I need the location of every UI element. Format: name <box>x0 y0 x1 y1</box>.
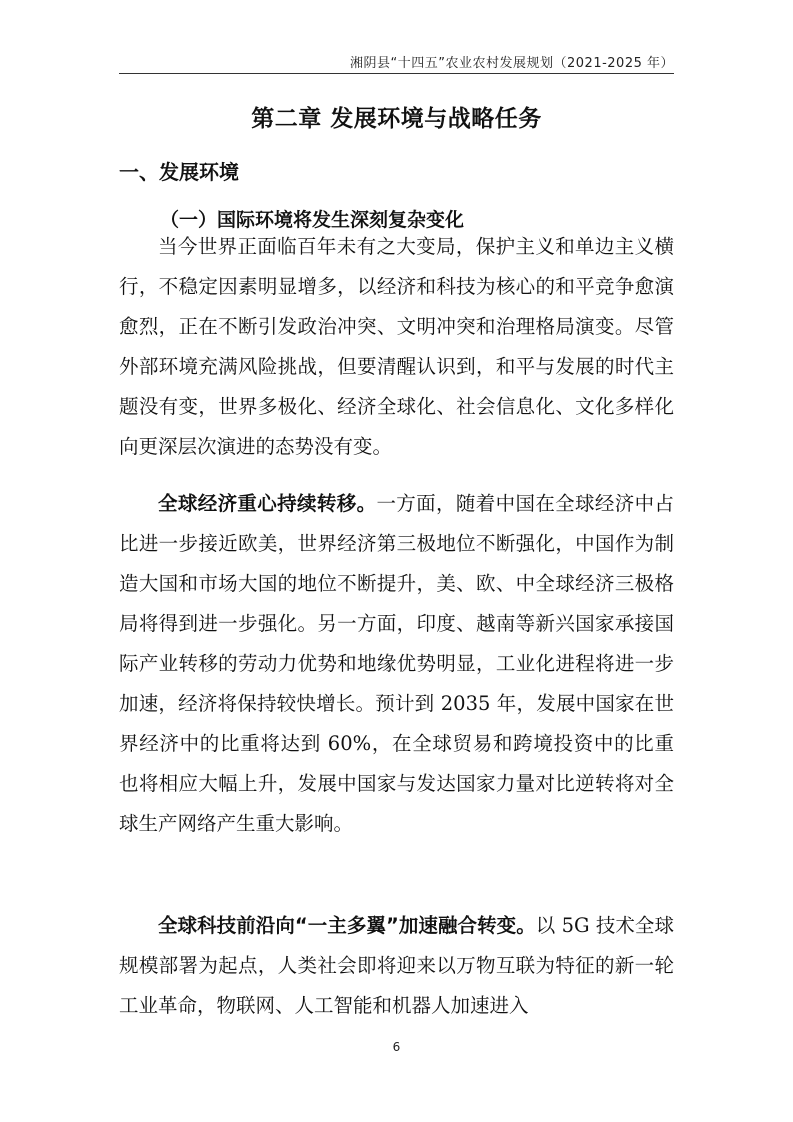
page-number: 6 <box>392 1040 401 1054</box>
subsection-title: （一）国际环境将发生深刻复杂变化 <box>160 209 465 231</box>
paragraph-economic-shift <box>119 484 674 844</box>
paragraph-text: 以 5G 技术全球规模部署为起点，人类社会即将迎来以万物互联为特征的新一轮工业革命，物联网、人工智能和机器人加速进入 <box>119 914 674 1017</box>
paragraph-text: 一方面，随着中国在全球经济中占比进一步接近欧美，世界经济第三极地位不断强化，中国作为制造大国和市场大国的地位不断提升，美、欧、中全球经济三极格局将得到进一步强化。另一方面，印度、越南等新兴国家承接国际产业转移的劳动力优势和地缘优势明显，工业化进程将进一步加速，经济将保持较快增长。预计到 2035 年，发展中国家在世界经济中的比重将达到 60%，在全球贸易和跨境投资中的比重也将相应大幅上升，发展中国家与发达国家力量对比逆转将对全球生产网络产生重大影响。 <box>119 492 674 835</box>
paragraph-international-environment <box>119 227 674 467</box>
running-header: 湘阴县“十四五”农业农村发展规划（2021-2025 年） <box>350 56 674 71</box>
paragraph-lead: 全球经济重心持续转移。 <box>158 492 377 515</box>
paragraph-lead: 全球科技前沿向“一主多翼”加速融合转变。 <box>158 914 536 937</box>
header-rule <box>119 73 674 74</box>
chapter-title: 第二章 发展环境与战略任务 <box>251 106 542 132</box>
section-title: 一、发展环境 <box>119 160 239 184</box>
paragraph-tech-frontier <box>119 906 674 1026</box>
paragraph-text: 当今世界正面临百年未有之大变局，保护主义和单边主义横行，不稳定因素明显增多，以经济和科技为核心的和平竞争愈演愈烈，正在不断引发政治冲突、文明冲突和治理格局演变。尽管外部环境充满风险挑战，但要清醒认识到，和平与发展的时代主题没有变，世界多极化、经济全球化、社会信息化、文化多样化向更深层次演进的态势没有变。 <box>119 235 674 458</box>
